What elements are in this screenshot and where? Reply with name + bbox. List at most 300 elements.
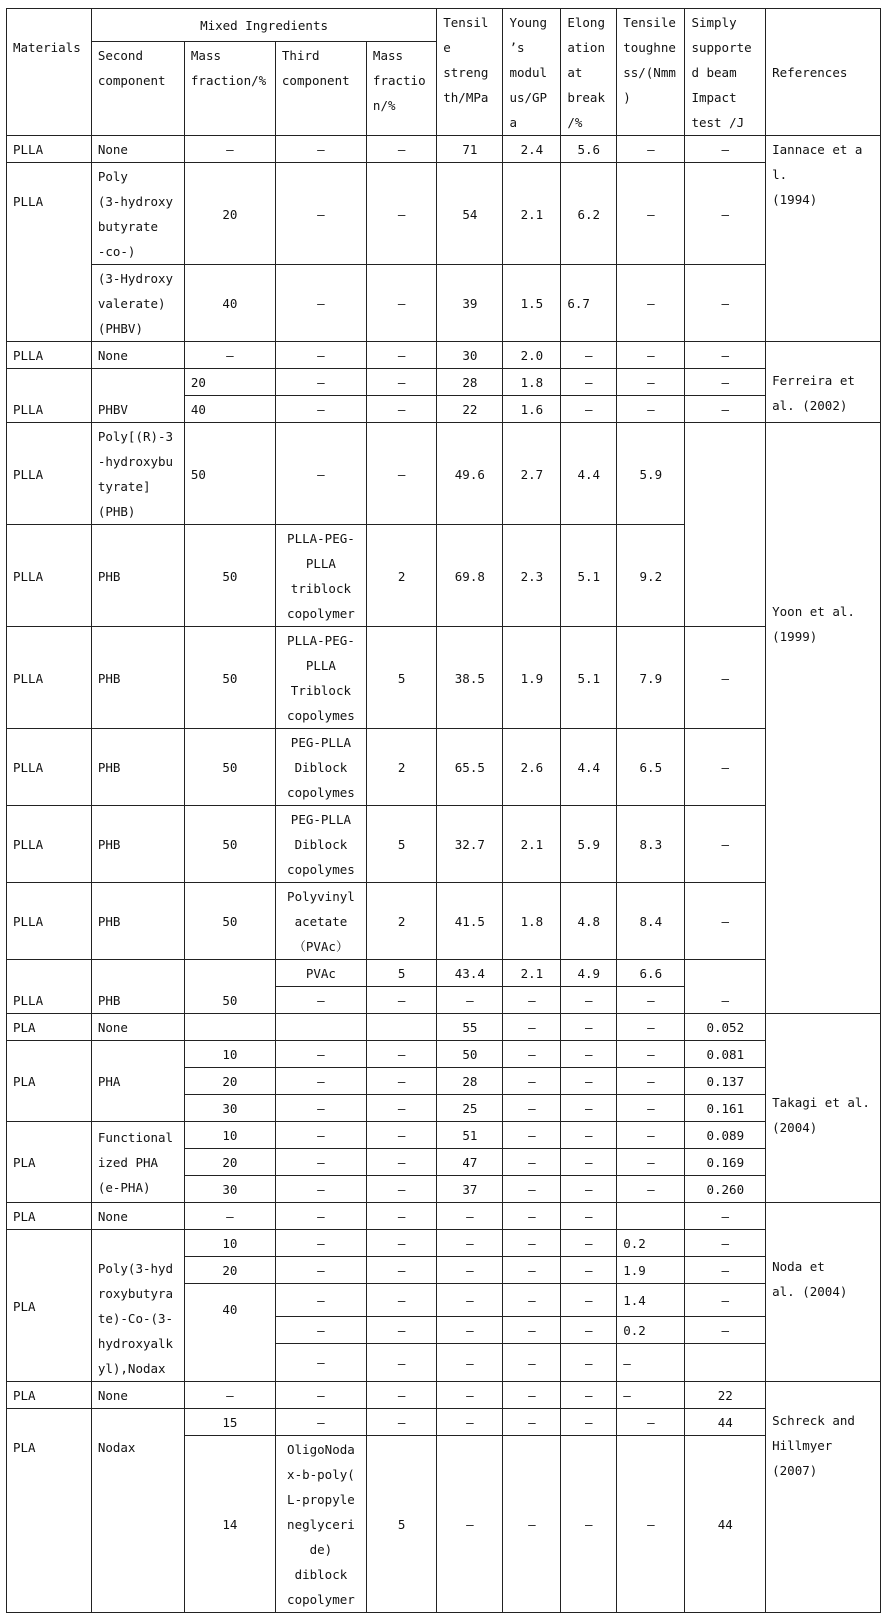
table-row xyxy=(7,1203,881,1230)
cell-second: Poly (3-hydroxy butyrate -co-) xyxy=(91,163,184,265)
cell-second: PHB xyxy=(91,960,184,1014)
cell-material: PLA xyxy=(7,1230,92,1382)
cell-tough: — xyxy=(617,342,685,369)
cell-mass1 xyxy=(184,1014,275,1041)
cell-impact: 0.089 xyxy=(685,1122,766,1149)
cell-second: PHB xyxy=(91,627,184,729)
cell-mass1: — xyxy=(184,1382,275,1409)
cell-material: PLLA xyxy=(7,883,92,960)
cell-elong: 4.9 xyxy=(561,960,617,987)
cell-impact: — xyxy=(685,1203,766,1230)
cell-mass1: 20 xyxy=(184,1257,275,1284)
cell-young: — xyxy=(503,1230,561,1257)
cell-mass1: 30 xyxy=(184,1095,275,1122)
cell-mass2: — xyxy=(366,423,436,525)
cell-tensile: 54 xyxy=(437,163,503,265)
cell-mass2: — xyxy=(366,1317,436,1344)
cell-impact: 22 xyxy=(685,1382,766,1409)
cell-mass1: — xyxy=(184,342,275,369)
cell-third: PEG-PLLA Diblock copolymes xyxy=(275,729,366,806)
cell-mass1: 14 xyxy=(184,1436,275,1613)
cell-young: 2.4 xyxy=(503,136,561,163)
cell-elong: — xyxy=(561,1382,617,1409)
cell-young: 2.3 xyxy=(503,525,561,627)
cell-impact: 44 xyxy=(685,1409,766,1436)
cell-young: 1.8 xyxy=(503,883,561,960)
cell-young: — xyxy=(503,1344,561,1382)
cell-tensile: — xyxy=(437,1203,503,1230)
cell-mass2: — xyxy=(366,369,436,396)
cell-impact: — xyxy=(685,1257,766,1284)
cell-second: Nodax xyxy=(91,1409,184,1613)
cell-mass1: 15 xyxy=(184,1409,275,1436)
cell-elong: 6.2 xyxy=(561,163,617,265)
header-tensile-strength: Tensil e streng th/MPa xyxy=(437,9,503,136)
cell-second: PHBV xyxy=(91,369,184,423)
cell-young: — xyxy=(503,1317,561,1344)
cell-material: PLA xyxy=(7,1041,92,1122)
cell-tensile: 69.8 xyxy=(437,525,503,627)
cell-tough: — xyxy=(617,369,685,396)
cell-tensile: 55 xyxy=(437,1014,503,1041)
cell-mass1: 50 xyxy=(184,960,275,1014)
cell-impact: — xyxy=(685,883,766,960)
cell-impact: — xyxy=(685,1230,766,1257)
cell-tensile: — xyxy=(437,1317,503,1344)
cell-young: 2.6 xyxy=(503,729,561,806)
cell-elong: — xyxy=(561,369,617,396)
cell-tough: — xyxy=(617,1176,685,1203)
table-row xyxy=(7,1230,881,1257)
table-row xyxy=(7,1409,881,1436)
cell-elong: 4.8 xyxy=(561,883,617,960)
cell-mass2: — xyxy=(366,163,436,265)
cell-third: Polyvinyl acetate （PVAc） xyxy=(275,883,366,960)
cell-mass2: 5 xyxy=(366,1436,436,1613)
cell-elong: — xyxy=(561,1344,617,1382)
cell-young: — xyxy=(503,1203,561,1230)
cell-third: — xyxy=(275,1122,366,1149)
cell-mass2: — xyxy=(366,1284,436,1317)
cell-impact: — xyxy=(685,806,766,883)
cell-impact: — xyxy=(685,1284,766,1317)
cell-elong: 5.6 xyxy=(561,136,617,163)
cell-young: 2.7 xyxy=(503,423,561,525)
cell-mass1: 50 xyxy=(184,423,275,525)
cell-tough: 1.9 xyxy=(617,1257,685,1284)
cell-third: PVAc xyxy=(275,960,366,987)
cell-tough: — xyxy=(617,1149,685,1176)
table-row xyxy=(7,806,881,883)
table-row xyxy=(7,342,881,369)
cell-third: — xyxy=(275,1203,366,1230)
cell-mass1: 20 xyxy=(184,1068,275,1095)
cell-impact: — xyxy=(685,729,766,806)
cell-mass2: — xyxy=(366,1344,436,1382)
cell-tensile: 28 xyxy=(437,369,503,396)
cell-third: — xyxy=(275,1257,366,1284)
cell-mass2: 2 xyxy=(366,525,436,627)
cell-impact: — xyxy=(685,342,766,369)
cell-young: — xyxy=(503,1409,561,1436)
cell-mass2: — xyxy=(366,136,436,163)
table-row xyxy=(7,883,881,960)
cell-third: — xyxy=(275,1317,366,1344)
cell-impact: 0.260 xyxy=(685,1176,766,1203)
cell-tough: — xyxy=(617,1409,685,1436)
cell-second: Poly(3-hyd roxybutyra te)-Co-(3- hydroxyalk yl),Nodax xyxy=(91,1230,184,1382)
cell-tough: — xyxy=(617,987,685,1014)
cell-tough: 7.9 xyxy=(617,627,685,729)
cell-elong: — xyxy=(561,1176,617,1203)
cell-mass1: 10 xyxy=(184,1122,275,1149)
cell-mass1: 30 xyxy=(184,1176,275,1203)
cell-young: 2.1 xyxy=(503,163,561,265)
cell-elong: 4.4 xyxy=(561,729,617,806)
table-row xyxy=(7,265,881,342)
cell-second: None xyxy=(91,1014,184,1041)
cell-material: PLLA xyxy=(7,342,92,369)
cell-tough: 1.4 xyxy=(617,1284,685,1317)
cell-impact: 0.137 xyxy=(685,1068,766,1095)
cell-mass2: — xyxy=(366,1068,436,1095)
cell-third: — xyxy=(275,396,366,423)
cell-material: PLA xyxy=(7,1122,92,1203)
cell-young: — xyxy=(503,1284,561,1317)
cell-impact: — xyxy=(685,960,766,1014)
cell-third: PEG-PLLA Diblock copolymes xyxy=(275,806,366,883)
cell-third: OligoNoda x-b-poly( L-propyle neglyceri de) diblock copolymer xyxy=(275,1436,366,1613)
cell-tough: 0.2 xyxy=(617,1317,685,1344)
table-row xyxy=(7,960,881,987)
cell-tough: — xyxy=(617,265,685,342)
table-row xyxy=(7,163,881,265)
cell-tough: 6.5 xyxy=(617,729,685,806)
cell-third: — xyxy=(275,342,366,369)
cell-second: PHB xyxy=(91,729,184,806)
cell-material: PLA xyxy=(7,1203,92,1230)
cell-second: PHB xyxy=(91,525,184,627)
cell-reference: Takagi et al. (2004) xyxy=(766,1014,881,1203)
cell-third: — xyxy=(275,1041,366,1068)
table-row xyxy=(7,1122,881,1149)
cell-elong: 6.7 xyxy=(561,265,617,342)
cell-mass1: 20 xyxy=(184,163,275,265)
cell-second: PHA xyxy=(91,1041,184,1122)
cell-tough: 8.4 xyxy=(617,883,685,960)
header-materials: Materials xyxy=(7,9,92,136)
cell-mass2: — xyxy=(366,396,436,423)
cell-young: 2.0 xyxy=(503,342,561,369)
cell-third: — xyxy=(275,369,366,396)
cell-impact: — xyxy=(685,396,766,423)
cell-material: PLA xyxy=(7,1014,92,1041)
cell-impact: — xyxy=(685,136,766,163)
cell-elong: — xyxy=(561,1257,617,1284)
cell-young: 1.8 xyxy=(503,369,561,396)
cell-tensile: 37 xyxy=(437,1176,503,1203)
cell-elong: — xyxy=(561,1122,617,1149)
cell-mass2: — xyxy=(366,265,436,342)
table-row xyxy=(7,627,881,729)
cell-elong: — xyxy=(561,1203,617,1230)
cell-young: 2.1 xyxy=(503,960,561,987)
cell-mass2: — xyxy=(366,1095,436,1122)
cell-impact xyxy=(685,423,766,627)
cell-tough: — xyxy=(617,1122,685,1149)
cell-impact: — xyxy=(685,163,766,265)
table-container xyxy=(6,8,881,1613)
cell-mass1: 50 xyxy=(184,525,275,627)
cell-second: PHB xyxy=(91,806,184,883)
cell-material: PLLA xyxy=(7,163,92,342)
table-row xyxy=(7,1014,881,1041)
cell-material: PLLA xyxy=(7,423,92,525)
cell-tough: 9.2 xyxy=(617,525,685,627)
cell-elong: — xyxy=(561,1436,617,1613)
cell-impact xyxy=(685,1344,766,1382)
cell-impact: — xyxy=(685,627,766,729)
cell-mass2: — xyxy=(366,1382,436,1409)
cell-third: — xyxy=(275,136,366,163)
cell-reference: Ferreira et al. (2002) xyxy=(766,342,881,423)
cell-tensile: 49.6 xyxy=(437,423,503,525)
cell-impact: — xyxy=(685,265,766,342)
cell-second: None xyxy=(91,1382,184,1409)
cell-tensile: 39 xyxy=(437,265,503,342)
cell-impact: 0.081 xyxy=(685,1041,766,1068)
cell-impact: 0.161 xyxy=(685,1095,766,1122)
cell-impact: 44 xyxy=(685,1436,766,1613)
table-row xyxy=(7,423,881,525)
cell-tough: — xyxy=(617,1095,685,1122)
cell-tensile: 25 xyxy=(437,1095,503,1122)
header-impact-test: Simply supporte d beam Impact test /J xyxy=(685,9,766,136)
cell-third: — xyxy=(275,1095,366,1122)
cell-mass1: 10 xyxy=(184,1230,275,1257)
cell-mass2: 2 xyxy=(366,883,436,960)
cell-elong: — xyxy=(561,1068,617,1095)
cell-elong: 5.9 xyxy=(561,806,617,883)
cell-material: PLLA xyxy=(7,627,92,729)
cell-material: PLA xyxy=(7,1409,92,1613)
cell-tensile: 28 xyxy=(437,1068,503,1095)
cell-elong: — xyxy=(561,1230,617,1257)
cell-tensile: 22 xyxy=(437,396,503,423)
cell-material: PLLA xyxy=(7,525,92,627)
cell-tough: — xyxy=(617,1068,685,1095)
cell-young: — xyxy=(503,1041,561,1068)
cell-tough: — xyxy=(617,1436,685,1613)
cell-elong: — xyxy=(561,1041,617,1068)
cell-material: PLA xyxy=(7,1382,92,1409)
cell-mass1: 40 xyxy=(184,1284,275,1382)
cell-third: — xyxy=(275,423,366,525)
header-mass-fraction-1: Mass fraction/% xyxy=(184,41,275,135)
cell-tensile: 50 xyxy=(437,1041,503,1068)
cell-mass1: 20 xyxy=(184,1149,275,1176)
cell-third: — xyxy=(275,1382,366,1409)
cell-third: — xyxy=(275,1068,366,1095)
cell-tough: 8.3 xyxy=(617,806,685,883)
table-row xyxy=(7,1041,881,1068)
cell-mass1: 40 xyxy=(184,265,275,342)
cell-impact: — xyxy=(685,1317,766,1344)
cell-second: (3-Hydroxy valerate) (PHBV) xyxy=(91,265,184,342)
cell-young: — xyxy=(503,1095,561,1122)
cell-tensile: 71 xyxy=(437,136,503,163)
cell-material: PLLA xyxy=(7,369,92,423)
cell-reference: Noda et al. (2004) xyxy=(766,1203,881,1382)
cell-tough: — xyxy=(617,1344,685,1382)
cell-mass1: 50 xyxy=(184,627,275,729)
cell-elong: — xyxy=(561,1284,617,1317)
cell-tensile: — xyxy=(437,1284,503,1317)
materials-table xyxy=(6,8,881,1613)
cell-second: None xyxy=(91,1203,184,1230)
cell-third: — xyxy=(275,1230,366,1257)
cell-tensile: 47 xyxy=(437,1149,503,1176)
cell-tensile: 30 xyxy=(437,342,503,369)
cell-mass1: 50 xyxy=(184,806,275,883)
cell-mass2: — xyxy=(366,1203,436,1230)
cell-third: — xyxy=(275,1344,366,1382)
cell-tough: — xyxy=(617,1041,685,1068)
cell-mass2: — xyxy=(366,1176,436,1203)
cell-reference: Yoon et al. (1999) xyxy=(766,423,881,1014)
cell-mass1: 20 xyxy=(184,369,275,396)
cell-tough: — xyxy=(617,396,685,423)
cell-reference: Schreck and Hillmyer (2007) xyxy=(766,1382,881,1613)
cell-tensile: 38.5 xyxy=(437,627,503,729)
cell-young: — xyxy=(503,1122,561,1149)
cell-mass1: — xyxy=(184,136,275,163)
table-row xyxy=(7,1382,881,1409)
cell-tensile: 32.7 xyxy=(437,806,503,883)
cell-mass2: — xyxy=(366,1409,436,1436)
cell-second: PHB xyxy=(91,883,184,960)
cell-tensile: 41.5 xyxy=(437,883,503,960)
cell-tensile: — xyxy=(437,1436,503,1613)
cell-mass2: — xyxy=(366,342,436,369)
cell-young: — xyxy=(503,1068,561,1095)
cell-second: None xyxy=(91,136,184,163)
cell-mass2: — xyxy=(366,1257,436,1284)
header-mixed-ingredients: Mixed Ingredients xyxy=(91,9,436,42)
header-second-component: Second component xyxy=(91,41,184,135)
cell-third: — xyxy=(275,1409,366,1436)
cell-tough: — xyxy=(617,163,685,265)
cell-tensile: — xyxy=(437,1257,503,1284)
cell-mass2: — xyxy=(366,1149,436,1176)
cell-impact: 0.052 xyxy=(685,1014,766,1041)
cell-mass2 xyxy=(366,1014,436,1041)
cell-young: — xyxy=(503,987,561,1014)
cell-young: 1.5 xyxy=(503,265,561,342)
header-mass-fraction-2: Mass fractio n/% xyxy=(366,41,436,135)
cell-young: 1.9 xyxy=(503,627,561,729)
cell-young: — xyxy=(503,1149,561,1176)
cell-mass2: — xyxy=(366,1230,436,1257)
cell-tough: 5.9 xyxy=(617,423,685,525)
cell-third: — xyxy=(275,987,366,1014)
cell-impact: — xyxy=(685,369,766,396)
cell-mass1: 40 xyxy=(184,396,275,423)
cell-second: Poly[(R)-3 -hydroxybu tyrate] (PHB) xyxy=(91,423,184,525)
cell-elong: — xyxy=(561,1014,617,1041)
cell-young: — xyxy=(503,1382,561,1409)
cell-young: 2.1 xyxy=(503,806,561,883)
cell-material: PLLA xyxy=(7,136,92,163)
cell-elong: — xyxy=(561,987,617,1014)
cell-mass2: 5 xyxy=(366,627,436,729)
cell-elong: — xyxy=(561,1409,617,1436)
cell-third: — xyxy=(275,265,366,342)
cell-young: 1.6 xyxy=(503,396,561,423)
cell-mass2: 5 xyxy=(366,806,436,883)
cell-third: — xyxy=(275,1149,366,1176)
cell-elong: — xyxy=(561,1095,617,1122)
cell-material: PLLA xyxy=(7,806,92,883)
cell-young: — xyxy=(503,1014,561,1041)
cell-tensile: 43.4 xyxy=(437,960,503,987)
header-row-1 xyxy=(7,9,881,42)
cell-third xyxy=(275,1014,366,1041)
cell-elong: — xyxy=(561,396,617,423)
cell-tensile: 51 xyxy=(437,1122,503,1149)
cell-mass2: — xyxy=(366,987,436,1014)
cell-impact: 0.169 xyxy=(685,1149,766,1176)
header-third-component: Third component xyxy=(275,41,366,135)
cell-tensile: — xyxy=(437,1344,503,1382)
cell-tough: — xyxy=(617,1014,685,1041)
cell-material: PLLA xyxy=(7,960,92,1014)
header-tensile-toughness: Tensile toughne ss/(Nmm ) xyxy=(617,9,685,136)
cell-tough: — xyxy=(617,1382,685,1409)
table-row xyxy=(7,729,881,806)
cell-mass2: 2 xyxy=(366,729,436,806)
cell-mass1: — xyxy=(184,1203,275,1230)
header-youngs-modulus: Young ’s modul us/GP a xyxy=(503,9,561,136)
cell-tensile: — xyxy=(437,987,503,1014)
cell-second: Functional ized PHA (e-PHA) xyxy=(91,1122,184,1203)
header-references: References xyxy=(766,9,881,136)
cell-material: PLLA xyxy=(7,729,92,806)
cell-third: — xyxy=(275,163,366,265)
cell-tensile: — xyxy=(437,1382,503,1409)
cell-elong: 5.1 xyxy=(561,627,617,729)
cell-young: — xyxy=(503,1436,561,1613)
cell-tensile: — xyxy=(437,1230,503,1257)
table-row xyxy=(7,369,881,396)
cell-reference: Iannace et al. (1994) xyxy=(766,136,881,342)
cell-mass1: 50 xyxy=(184,729,275,806)
cell-elong: 5.1 xyxy=(561,525,617,627)
cell-third: — xyxy=(275,1176,366,1203)
cell-third: PLLA-PEG- PLLA Triblock copolymes xyxy=(275,627,366,729)
table-row xyxy=(7,136,881,163)
cell-tensile: — xyxy=(437,1409,503,1436)
cell-tough: 6.6 xyxy=(617,960,685,987)
cell-mass1: 10 xyxy=(184,1041,275,1068)
cell-tough: — xyxy=(617,136,685,163)
cell-mass2: — xyxy=(366,1122,436,1149)
cell-third: — xyxy=(275,1284,366,1317)
cell-elong: — xyxy=(561,1317,617,1344)
cell-elong: — xyxy=(561,1149,617,1176)
cell-elong: — xyxy=(561,342,617,369)
cell-third: PLLA-PEG- PLLA triblock copolymer xyxy=(275,525,366,627)
